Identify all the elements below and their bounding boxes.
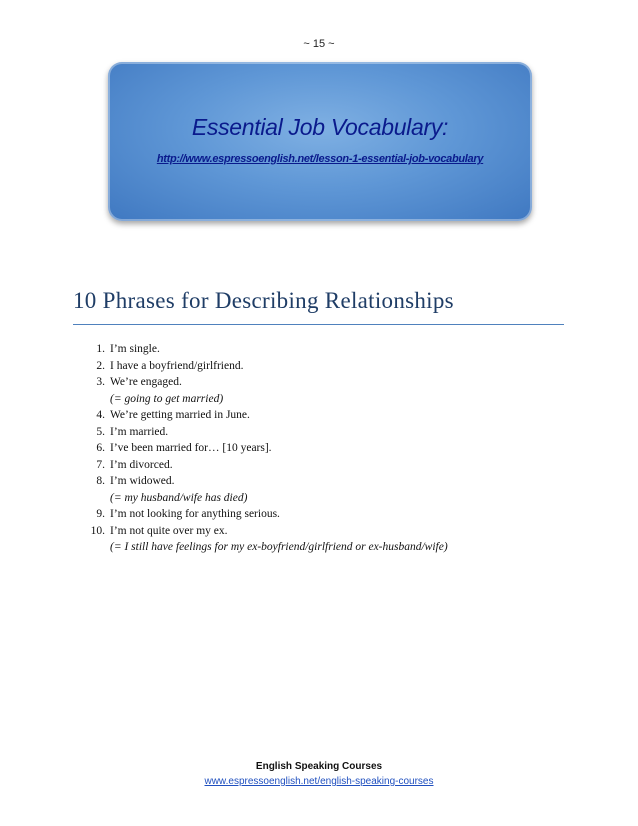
item-number: 1. xyxy=(96,343,105,355)
page-number: ~ 15 ~ xyxy=(303,38,335,50)
phrase-note: (= going to get married) xyxy=(110,392,224,405)
phrase-text: I’m widowed. xyxy=(110,475,175,487)
heading-underline xyxy=(73,324,564,325)
footer-title: English Speaking Courses xyxy=(255,761,383,772)
list-item xyxy=(75,358,555,375)
footer-link[interactable]: www.espressoenglish.net/english-speaking-courses xyxy=(204,776,434,787)
list-item xyxy=(75,473,555,506)
banner-title: Essential Job Vocabulary: xyxy=(191,114,449,140)
phrase-text: I’m not looking for anything serious. xyxy=(110,508,280,520)
phrase-text: I’m divorced. xyxy=(110,458,173,471)
list-item xyxy=(75,457,555,474)
list-item xyxy=(75,506,555,523)
phrase-note: (= my husband/wife has died) xyxy=(110,491,248,504)
phrase-list xyxy=(75,341,555,556)
list-item xyxy=(75,424,555,441)
item-number: 2. xyxy=(96,359,105,372)
phrase-text: I’ve been married for… [10 years]. xyxy=(110,442,272,454)
list-item xyxy=(75,407,555,424)
phrase-text: I have a boyfriend/girlfriend. xyxy=(110,359,244,372)
list-item xyxy=(75,374,555,407)
item-number: 7. xyxy=(96,458,105,471)
item-number: 6. xyxy=(96,442,105,454)
item-number: 4. xyxy=(96,409,105,421)
phrase-text: I’m married. xyxy=(110,425,169,438)
section-heading: 10 Phrases for Describing Relationships xyxy=(73,288,454,313)
item-number: 10. xyxy=(90,524,105,537)
phrase-text: I’m not quite over my ex. xyxy=(110,524,228,537)
phrase-text: We’re getting married in June. xyxy=(110,409,250,421)
phrase-note: (= I still have feelings for my ex-boyfriend/girlfriend or ex-husband/wife) xyxy=(110,541,448,553)
phrase-text: I’m single. xyxy=(110,343,160,355)
item-number: 8. xyxy=(96,475,105,487)
vocabulary-banner xyxy=(108,62,532,221)
list-item xyxy=(75,523,555,556)
list-item xyxy=(75,440,555,457)
banner-link[interactable]: http://www.espressoenglish.net/lesson-1-essential-job-vocabulary xyxy=(156,153,484,165)
item-number: 3. xyxy=(96,376,105,388)
item-number: 5. xyxy=(96,425,105,438)
list-item xyxy=(75,341,555,358)
item-number: 9. xyxy=(96,508,105,520)
phrase-text: We’re engaged. xyxy=(110,376,182,388)
